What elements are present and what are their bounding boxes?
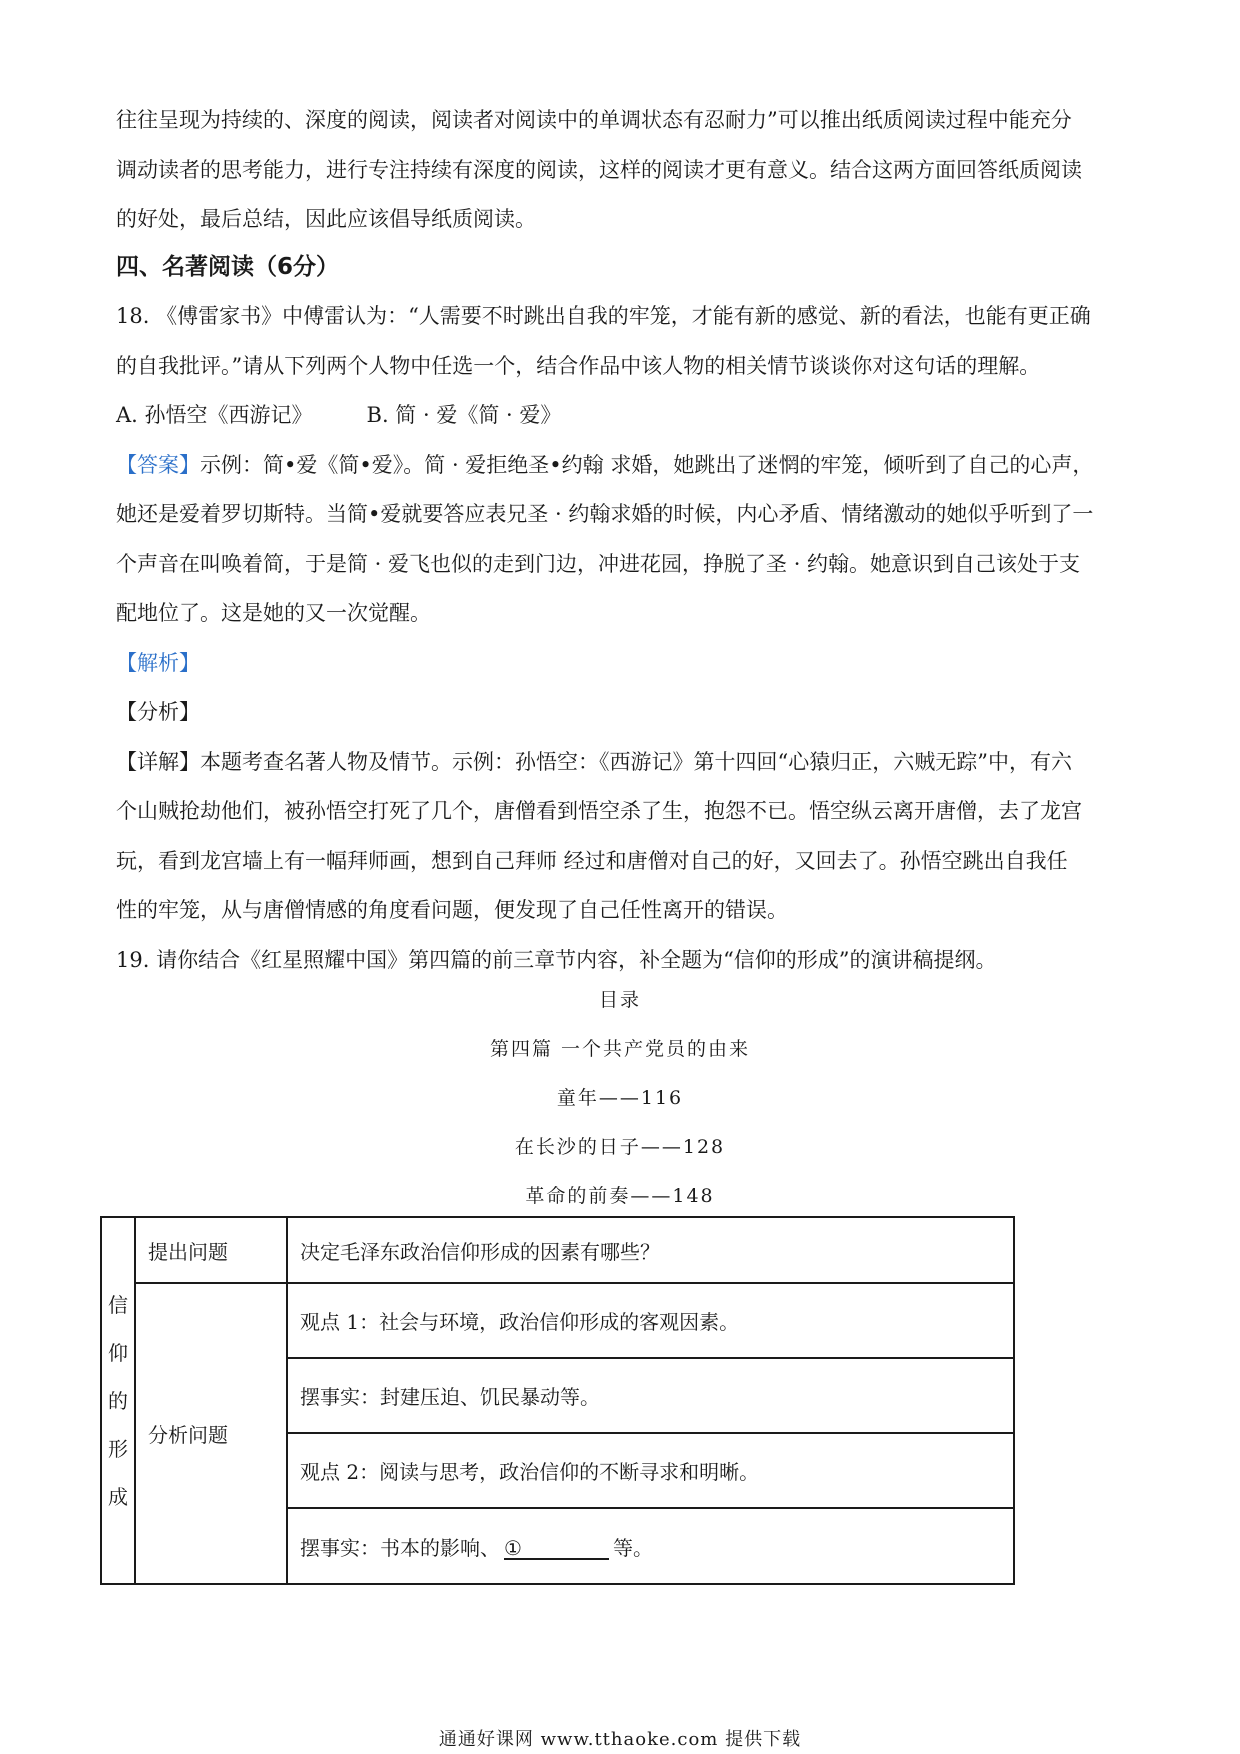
question-content: 决定毛泽东政治信仰形成的因素有哪些？ xyxy=(287,1217,1014,1283)
footer: 通通好课网 www.tthaoke.com 提供下载 xyxy=(438,1729,802,1750)
blank-number: ① xyxy=(504,1535,522,1560)
detail-tag: 【详解】 xyxy=(116,749,200,774)
side-label-char: 成 xyxy=(108,1484,128,1509)
answer-text: 示例：简•爱《简•爱》。简 · 爱拒绝圣•约翰 求婚，她跳出了迷惘的牢笼，倾听到了自己的心声， xyxy=(200,452,1094,477)
row-label-raise-question: 提出问题 xyxy=(135,1217,287,1283)
intro-paragraph xyxy=(116,96,1138,245)
text-line: 配地位了。这是她的又一次觉醒。 xyxy=(116,601,431,625)
fact-1: 摆事实：封建压迫、饥民暴动等。 xyxy=(287,1358,1014,1433)
toc-item: 童年——116 xyxy=(556,1087,684,1109)
fenxi-tag: 【分析】 xyxy=(116,700,200,724)
text-line: 性的牢笼，从与唐僧情感的角度看问题，便发现了自己任性离开的错误。 xyxy=(116,898,788,922)
fact-2-suffix: 等。 xyxy=(613,1535,653,1560)
toc-title: 目录 xyxy=(598,989,641,1011)
text-line: 的好处，最后总结，因此应该倡导纸质阅读。 xyxy=(116,207,536,231)
text-line xyxy=(116,738,1138,788)
side-label-char: 仰 xyxy=(108,1340,128,1365)
text-line: 18. 《傅雷家书》中傅雷认为：“人需要不时跳出自我的牢笼，才能有新的感觉、新的看法，也能有更正确 xyxy=(116,304,1091,328)
text-line xyxy=(116,441,1138,491)
text-line: 调动读者的思考能力，进行专注持续有深度的阅读，这样的阅读才更有意义。结合这两方面回答纸质阅读 xyxy=(116,157,1082,182)
side-label-char: 形 xyxy=(108,1436,128,1461)
side-label-char: 信 xyxy=(108,1292,128,1317)
point-2: 观点 2：阅读与思考，政治信仰的不断寻求和明晰。 xyxy=(287,1433,1014,1508)
speech-outline-table xyxy=(100,1216,1015,1585)
side-label xyxy=(101,1217,135,1584)
option-a: A. 孙悟空《西游记》 xyxy=(116,403,313,427)
answer-blank-1[interactable] xyxy=(504,1536,609,1560)
toc-part: 第四篇 一个共产党员的由来 xyxy=(489,1038,751,1060)
question-18 xyxy=(116,292,1138,985)
options-line xyxy=(116,391,1138,441)
row-label-analyze-question: 分析问题 xyxy=(135,1283,287,1584)
side-label-char: 的 xyxy=(108,1388,128,1413)
toc-item: 在长沙的日子——128 xyxy=(514,1136,726,1158)
detail-text: 本题考查名著人物及情节。示例：孙悟空：《西游记》第十四回“心猿归正，六贼无踪”中，有六 xyxy=(200,749,1072,774)
fact-2 xyxy=(287,1508,1014,1584)
answer-tag: 【答案】 xyxy=(116,452,200,477)
option-b: B. 简 · 爱《简 · 爱》 xyxy=(366,403,562,427)
text-line: 往往呈现为持续的、深度的阅读，阅读者对阅读中的单调状态有忍耐力”可以推出纸质阅读过程中能充分 xyxy=(116,108,1072,132)
section-heading: 四、名著阅读（6分） xyxy=(116,254,340,280)
analysis-tag: 【解析】 xyxy=(116,650,200,675)
toc-item: 革命的前奏——148 xyxy=(525,1185,715,1207)
text-line: 个声音在叫唤着简，于是简 · 爱飞也似的走到门边，冲进花园，挣脱了圣 · 约翰。她意识到自己该处于支 xyxy=(116,551,1081,576)
fact-2-prefix: 摆事实：书本的影响、 xyxy=(300,1535,500,1560)
text-line: 玩，看到龙宫墙上有一幅拜师画，想到自己拜师 经过和唐僧对自己的好，又回去了。孙悟空跳出自我任 xyxy=(116,848,1068,873)
text-line: 个山贼抢劫他们，被孙悟空打死了几个，唐僧看到悟空杀了生，抱怨不已。悟空纵云离开唐僧，去了龙宫 xyxy=(116,799,1082,823)
text-line: 她还是爱着罗切斯特。当简•爱就要答应表兄圣 · 约翰求婚的时候，内心矛盾、情绪激动的她似乎听到了一 xyxy=(116,502,1094,526)
point-1: 观点 1：社会与环境，政治信仰形成的客观因素。 xyxy=(287,1283,1014,1358)
question-19-text: 19. 请你结合《红星照耀中国》第四篇的前三章节内容，补全题为“信仰的形成”的演讲稿提纲。 xyxy=(116,947,997,972)
text-line: 的自我批评。”请从下列两个人物中任选一个，结合作品中该人物的相关情节谈谈你对这句话的理解。 xyxy=(116,353,1041,378)
